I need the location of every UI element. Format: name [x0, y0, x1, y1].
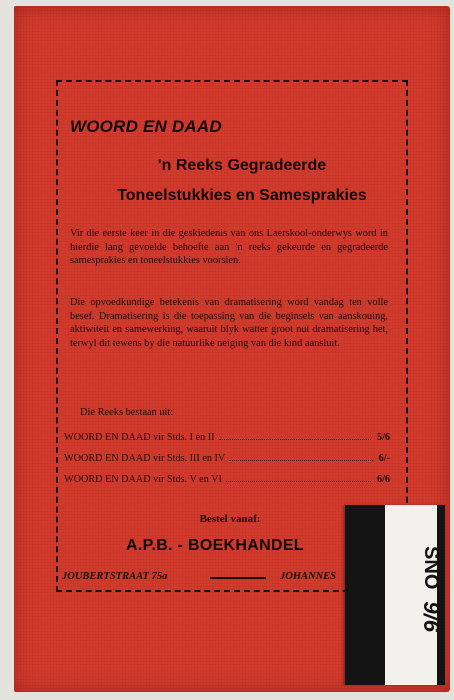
order-from-label: Bestel vanaf:	[199, 513, 261, 525]
sticker-code: SNO	[420, 546, 443, 590]
series-item-label: WOORD EN DAAD vir Stds. I en II	[64, 432, 215, 443]
series-item-price: 6/-	[378, 453, 390, 464]
series-item	[64, 474, 390, 488]
series-list-title: Die Reeks bestaan uit:	[80, 407, 174, 418]
price-sticker	[345, 505, 445, 685]
series-item	[64, 432, 390, 446]
series-title: WOORD EN DAAD	[70, 117, 222, 136]
series-item	[64, 453, 390, 467]
city-name: JOHANNES	[280, 571, 337, 582]
dotted-leader	[219, 439, 371, 440]
shop-name: A.P.B. - BOEKHANDEL	[126, 537, 304, 554]
series-item-label: WOORD EN DAAD vir Stds. III en IV	[64, 453, 226, 464]
subtitle-line-2: Toneelstukkies en Samesprakies	[117, 187, 367, 204]
series-item-price: 6/6	[376, 474, 390, 485]
sticker-label	[411, 541, 451, 637]
street-address: JOUBERTSTRAAT 75a	[62, 571, 168, 582]
series-item-label: WOORD EN DAAD vir Stds. V en VI	[64, 474, 222, 485]
dotted-leader	[229, 460, 372, 461]
series-item-price: 5/6	[376, 432, 390, 443]
dotted-leader	[226, 481, 371, 482]
intro-paragraph: Vir die eerste keer in die geskiedenis van ons Laerskool-onderwys word in hierdie lang gevoelde behoefte aan 'n reeks gekeurde en gegradeerde samesprakies en toneelstukkies voorsien.	[70, 228, 388, 267]
address-dash	[210, 577, 266, 579]
dramatisation-paragraph: Die opvoedkundige betekenis van dramatisering word vandag ten volle besef. Dramatisering is die toepassing van die beginsels van aanskouing, aktiwiteit en samewerking, waaruit blyk watter groot nut dramatisering het, terwyl dit tewens by die natuurlike neiging van die kind aansluit.	[70, 297, 388, 349]
sticker-price: 9/6	[419, 601, 444, 632]
subtitle-line-1: 'n Reeks Gegradeerde	[157, 157, 327, 174]
